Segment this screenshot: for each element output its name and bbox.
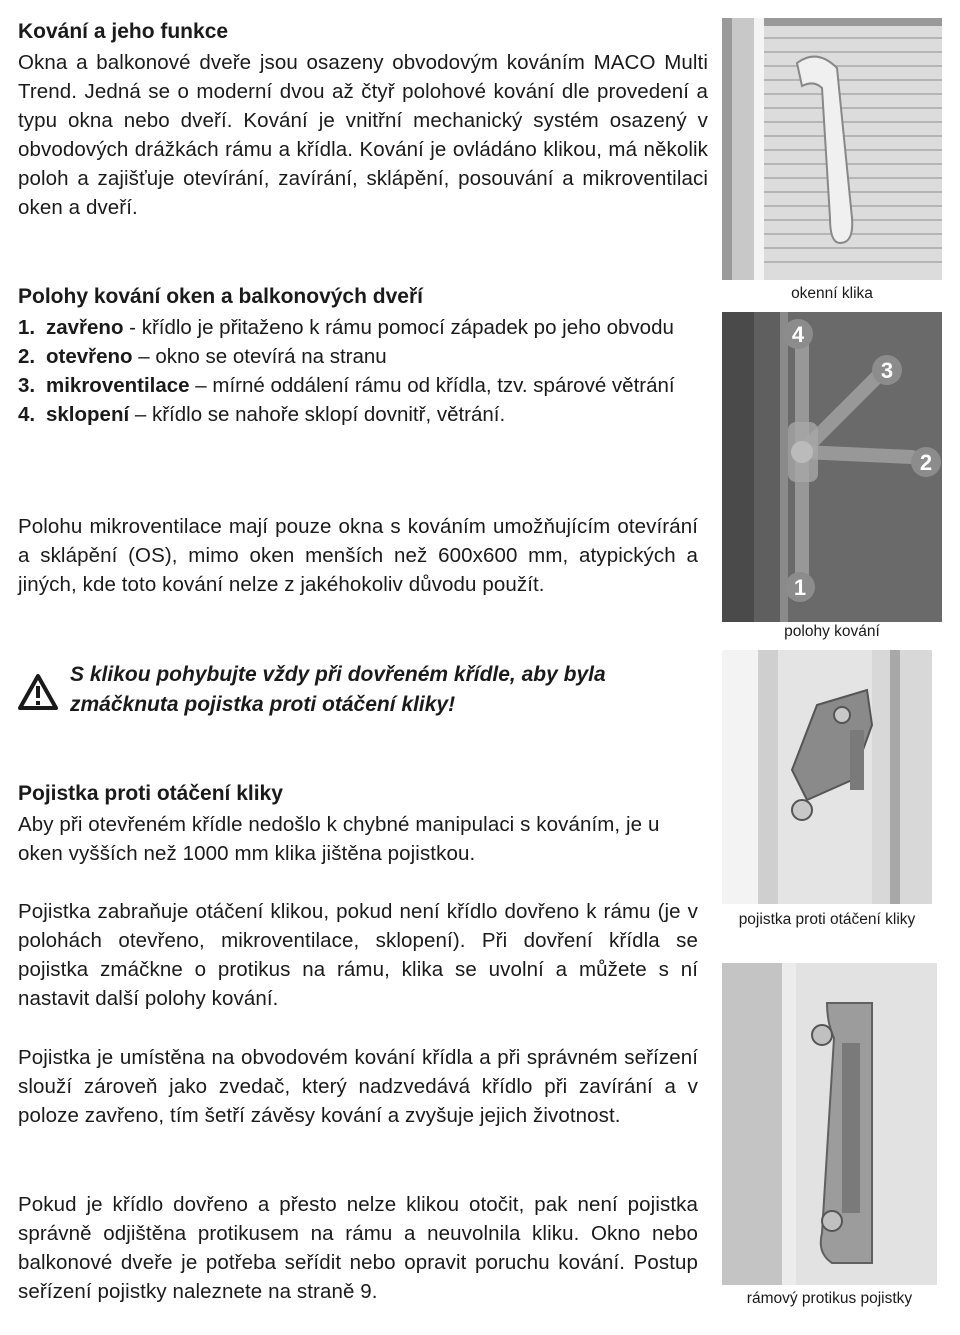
position-label-3: 3	[880, 358, 894, 383]
list-item: 1. zavřeno - křídlo je přitaženo k rámu pomocí západek po jeho obvodu	[18, 316, 674, 339]
list-item: 4. sklopení – křídlo se nahoře sklopí dovnitř, větrání.	[18, 403, 506, 426]
caption-frame: rámový protikus pojistky	[746, 1290, 913, 1307]
frame-counterpart-photo	[722, 963, 937, 1285]
paragraph: Pojistka je umístěna na obvodovém kování křídla a při správném seřízení slouží zároveň jako zvedač, který nadzvedává křídlo při zavírání a v poloze zavřeno, tím šetří závěsy kování a zvyšuje jejich životnost.	[18, 1046, 698, 1127]
section-pojistka-p4	[18, 1190, 698, 1306]
position-label-1: 1	[793, 575, 807, 600]
paragraph: Pojistka zabraňuje otáčení klikou, pokud není křídlo dovřeno k rámu (je v polohách otevřeno, mikroventilace, sklopení). Při dovření křídla se pojistka zmáčkne o protikus na rámu, klika se uvolní a můžete s ní nastavit další polohy kování.	[18, 900, 698, 1010]
section-pojistka	[18, 780, 698, 868]
position-label-4: 4	[791, 322, 805, 347]
caption-safety: pojistka proti otáčení kliky	[738, 911, 916, 928]
paragraph: Polohu mikroventilace mají pouze okna s kováním umožňujícím otevírání a sklápění (OS), mimo oken menších než 600x600 mm, atypických a jiných, kde toto kování nelze z jakéhokoliv důvodu použít.	[18, 515, 698, 596]
section-pojistka-p2	[18, 897, 698, 1013]
section-mikroventilace	[18, 512, 698, 599]
safety-catch-photo	[722, 650, 932, 904]
section-title: Pojistka proti otáčení kliky	[18, 782, 283, 805]
section-polohy	[18, 283, 708, 429]
section-pojistka-p3	[18, 1043, 698, 1130]
warning-triangle-icon	[18, 674, 58, 710]
list-item: 3. mikroventilace – mírné oddálení rámu od křídla, tzv. spárové větrání	[18, 374, 675, 397]
list-item: 2. otevřeno – okno se otevírá na stranu	[18, 345, 387, 368]
warning-note	[18, 660, 698, 722]
paragraph: Okna a balkonové dveře jsou osazeny obvodovým kováním MACO Multi Trend. Jedná se o moderní dvou až čtyř polohové kování dle provedení a typu okna nebo dveří. Kování je vnitřní mechanický systém osazený v obvodových drážkách rámu a křídla. Kování je ovládáno klikou, má několik poloh a zajišťuje otevírání, zavírání, sklápění, posouvání a mikroventilaci oken a dveří.	[18, 51, 708, 219]
window-handle-photo	[722, 18, 942, 280]
paragraph: Pokud je křídlo dovřeno a přesto nelze klikou otočit, pak není pojistka správně odjištěna protikusem na rámu a neuvolnila kliku. Okno nebo balkonové dveře je potřeba seřídit nebo opravit poruchu kování. Postup seřízení pojistky naleznete na straně 9.	[18, 1193, 698, 1303]
caption-positions: polohy kování	[784, 623, 880, 640]
warning-text: S klikou pohybujte vždy při dovřeném křídle, aby byla zmáčknuta pojistka proti otáčení kliky!	[70, 663, 606, 716]
paragraph: Aby při otevřeném křídle nedošlo k chybné manipulaci s kováním, je u oken vyšších než 1000 mm klika jištěna pojistkou.	[18, 813, 660, 865]
caption-handle: okenní klika	[791, 285, 873, 302]
section-title: Polohy kování oken a balkonových dveří	[18, 285, 423, 308]
positions-list	[18, 313, 708, 429]
section-title: Kování a jeho funkce	[18, 20, 229, 43]
position-label-2: 2	[919, 450, 933, 475]
handle-positions-photo	[722, 312, 942, 622]
section-kovani	[18, 18, 708, 222]
